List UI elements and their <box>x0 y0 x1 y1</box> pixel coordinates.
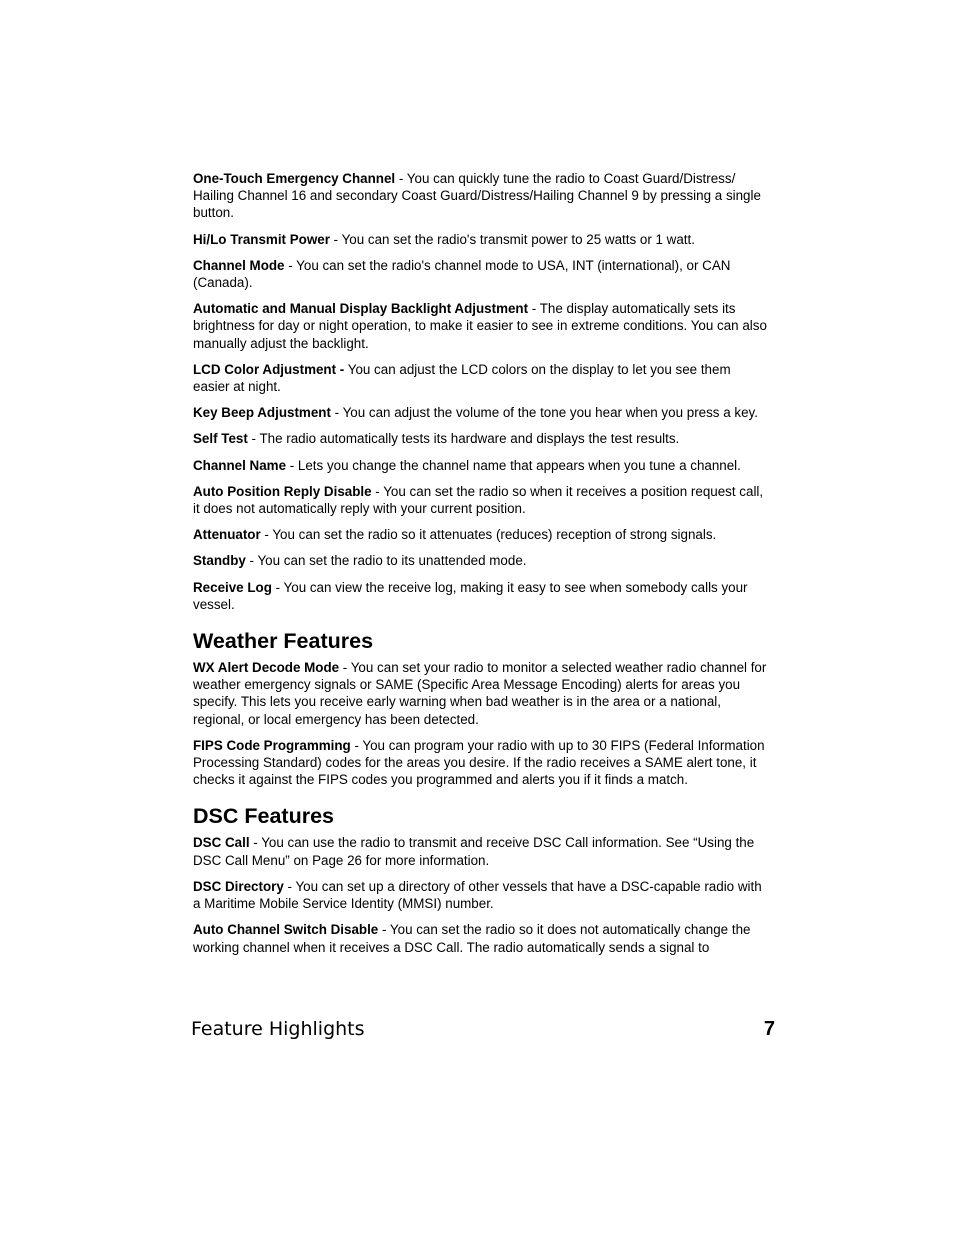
feature-description: - The display automatically sets its brightness for day or night operation, to make it easier to see in extreme conditions. You can also manually adjust the backlight. <box>193 301 767 351</box>
feature-term: Automatic and Manual Display Backlight Adjustment <box>193 301 529 317</box>
feature-description: - You can quickly tune the radio to Coast Guard/Distress/ Hailing Channel 16 and secondary Coast Guard/Distress/Hailing Channel 9 by pressing a single button. <box>193 171 761 221</box>
page-number: 7 <box>763 1018 775 1040</box>
feature-description: - You can program your radio with up to 30 FIPS (Federal Information Processing Standard) codes for the areas you desire. If the radio receives a SAME alert tone, it checks it against the FIPS codes you programmed and alerts you if it finds a match. <box>193 737 765 788</box>
feature-term: One-Touch Emergency Channel <box>193 171 396 186</box>
feature-item <box>193 878 769 912</box>
feature-description: - You can set up a directory of other vessels that have a DSC-capable radio with a Maritime Mobile Service Identity (MMSI) number. <box>193 878 762 912</box>
feature-term: DSC Directory <box>193 878 284 894</box>
feature-item <box>193 257 769 291</box>
feature-term: Auto Position Reply Disable <box>193 483 372 499</box>
feature-item <box>193 170 769 222</box>
feature-term: WX Alert Decode Mode <box>193 660 340 676</box>
feature-term: DSC Call <box>193 835 250 851</box>
footer-section-label: Feature Highlights <box>191 1018 365 1040</box>
feature-description: - You can set the radio so when it receives a position request call, it does not automatically reply with your current position. <box>193 483 764 517</box>
feature-description: - You can use the radio to transmit and receive DSC Call information. See “Using the DSC Call Menu” on Page 26 for more information. <box>193 835 755 868</box>
feature-item <box>193 457 769 474</box>
feature-description: - The radio automatically tests its hardware and displays the test results. <box>247 431 680 447</box>
feature-item <box>193 737 769 789</box>
feature-description: - You can view the receive log, making it easy to see when somebody calls your vessel. <box>193 579 748 612</box>
feature-term: LCD Color Adjustment - <box>193 361 345 377</box>
feature-item <box>193 404 769 421</box>
feature-description: - You can set the radio so it attenuates (reduces) reception of strong signals. <box>260 527 717 543</box>
feature-description: - Lets you change the channel name that appears when you tune a channel. <box>286 457 741 473</box>
feature-item <box>193 430 769 447</box>
feature-description: - You can set the radio's channel mode to USA, INT (international), or CAN (Canada). <box>193 257 731 291</box>
section-heading-weather: Weather Features <box>193 629 374 654</box>
feature-term: Receive Log <box>193 579 272 595</box>
feature-term: Key Beep Adjustment <box>193 405 331 421</box>
feature-item <box>193 659 769 728</box>
feature-item <box>193 552 769 569</box>
feature-item <box>193 526 769 543</box>
feature-item <box>193 921 769 955</box>
section-heading-dsc: DSC Features <box>193 804 334 829</box>
feature-term: Channel Mode <box>193 257 285 273</box>
dsc-features-section <box>193 803 769 955</box>
feature-description: - You can set your radio to monitor a selected weather radio channel for weather emergency signals or SAME (Specific Area Message Encoding) alerts for areas you specify. This lets you receive early warning when bad weather is in the area or a national, regional, or local emergency has been detected. <box>193 660 767 727</box>
feature-term: Self Test <box>193 431 248 447</box>
feature-description: You can adjust the LCD colors on the display to let you see them easier at night. <box>193 361 731 395</box>
feature-term: Channel Name <box>193 457 287 473</box>
feature-term: FIPS Code Programming <box>193 737 351 753</box>
feature-item <box>193 579 769 613</box>
feature-description: - You can set the radio's transmit power to 25 watts or 1 watt. <box>329 231 695 247</box>
feature-term: Auto Channel Switch Disable <box>193 922 379 938</box>
feature-term: Hi/Lo Transmit Power <box>193 231 330 247</box>
feature-item <box>193 300 769 352</box>
feature-term: Standby <box>193 553 246 569</box>
feature-item <box>193 483 769 517</box>
page-footer <box>191 1018 775 1046</box>
feature-description: - You can set the radio so it does not automatically change the working channel when it receives a DSC Call. The radio automatically sends a signal to <box>193 922 751 955</box>
weather-features-section <box>193 628 769 788</box>
feature-item <box>193 361 769 395</box>
page-content <box>193 170 769 965</box>
feature-item <box>193 231 769 248</box>
feature-item <box>193 834 769 868</box>
feature-description: - You can adjust the volume of the tone you hear when you press a key. <box>330 405 758 421</box>
feature-term: Attenuator <box>193 527 261 543</box>
general-features-section <box>193 170 769 613</box>
feature-description: - You can set the radio to its unattended mode. <box>245 553 527 569</box>
